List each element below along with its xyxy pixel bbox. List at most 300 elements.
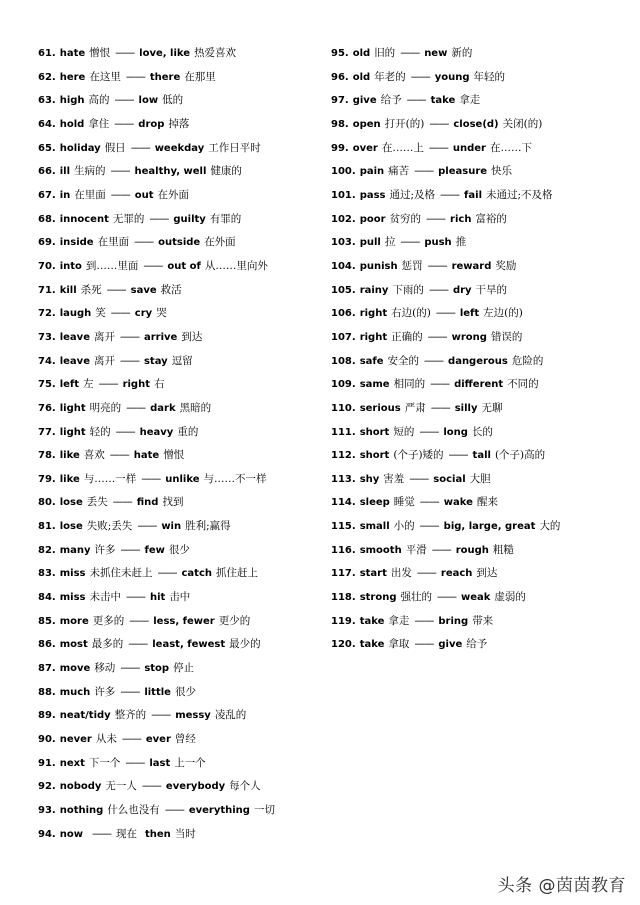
entry-number: 90.: [38, 734, 56, 746]
list-item: [38, 752, 328, 776]
dash-separator: ——: [400, 47, 420, 59]
english-word: here: [59, 71, 86, 83]
chinese-meaning: 睡觉: [393, 496, 415, 509]
entry-number: 78.: [38, 450, 56, 462]
english-word: more: [59, 615, 89, 627]
antonym-word: hate: [133, 450, 160, 462]
english-word: pass: [359, 189, 386, 201]
list-item: [38, 279, 328, 303]
english-word: kill: [59, 284, 77, 296]
antonym-word: guilty: [173, 213, 206, 225]
antonym-word: few: [144, 544, 165, 556]
antonym-meaning: 很少: [168, 543, 190, 556]
entry-number: 67.: [38, 189, 56, 201]
list-item: [38, 728, 328, 752]
antonym-word: left: [459, 308, 480, 320]
antonym-meaning: 每个人: [229, 780, 261, 793]
english-word: short: [359, 450, 390, 462]
antonym-meaning: 最少的: [229, 638, 261, 651]
list-item: [38, 704, 328, 728]
antonym-word: reward: [451, 260, 492, 272]
list-item: [331, 610, 631, 634]
antonym-word: drop: [138, 118, 165, 130]
dash-separator: ——: [120, 662, 140, 675]
chinese-meaning: 明亮的: [89, 401, 122, 414]
chinese-meaning: 笑: [95, 307, 106, 320]
list-item: [38, 113, 328, 137]
list-item: [331, 633, 631, 657]
entry-number: 74.: [38, 355, 56, 367]
antonym-word: less, fewer: [153, 615, 215, 627]
entry-number: 77.: [38, 426, 56, 438]
list-item: [38, 421, 328, 445]
left-column: [38, 42, 328, 846]
antonym-meaning: 拿走: [459, 94, 481, 107]
dash-separator: ——: [120, 685, 140, 698]
antonym-word: outside: [158, 237, 201, 249]
entry-number: 108.: [331, 355, 356, 367]
dash-separator: ——: [435, 307, 455, 320]
entry-number: 97.: [331, 95, 349, 107]
antonym-meaning: 热爱喜欢: [194, 47, 237, 59]
english-word: inside: [59, 237, 94, 249]
list-item: [331, 397, 631, 421]
antonym-word: cry: [134, 308, 153, 320]
dash-separator: ——: [400, 236, 420, 249]
english-word: lose: [59, 521, 83, 533]
list-item: [331, 468, 631, 492]
dash-separator: ——: [406, 94, 426, 107]
antonym-word: bring: [438, 615, 469, 627]
list-item: [331, 66, 631, 90]
antonym-meaning: 逗留: [171, 354, 193, 367]
antonym-meaning: 掉落: [168, 117, 190, 130]
chinese-meaning: 在……上: [381, 141, 424, 154]
antonym-meaning: 右: [153, 378, 165, 391]
antonym-word: stay: [143, 355, 168, 367]
english-word: open: [352, 118, 381, 130]
dash-separator: ——: [119, 354, 139, 367]
antonym-meaning: 上一个: [174, 756, 206, 769]
list-item: [38, 515, 328, 539]
entry-number: 62.: [38, 71, 56, 83]
list-item: [331, 231, 631, 255]
english-word: take: [359, 615, 385, 627]
entry-number: 109.: [331, 379, 356, 391]
list-item: [331, 208, 631, 232]
english-word: small: [359, 521, 390, 533]
antonym-meaning: 停止: [173, 662, 195, 675]
english-word: miss: [59, 568, 86, 580]
english-word: pull: [359, 237, 381, 249]
antonym-word: arrive: [143, 331, 178, 343]
list-item: [38, 208, 328, 232]
english-word: into: [59, 260, 82, 272]
entry-number: 104.: [331, 260, 356, 272]
antonym-meaning: 凌乱的: [214, 709, 247, 722]
dash-separator: ——: [130, 141, 150, 154]
antonym-word: weak: [461, 592, 491, 604]
list-item: [331, 113, 631, 137]
chinese-meaning: 在里面: [74, 188, 106, 201]
chinese-meaning: 拿走: [388, 614, 410, 627]
entry-number: 119.: [331, 615, 356, 627]
dash-separator: ——: [121, 733, 141, 746]
list-item: [331, 255, 631, 279]
antonym-meaning: 工作日平时: [208, 141, 261, 154]
english-word: laugh: [59, 308, 92, 320]
antonym-word: give: [438, 639, 463, 651]
antonym-word: low: [138, 95, 159, 107]
list-item: [331, 421, 631, 445]
list-item: [38, 775, 328, 799]
entry-number: 79.: [38, 473, 56, 485]
dash-separator: ——: [428, 283, 448, 296]
dash-separator: ——: [429, 117, 449, 130]
antonym-meaning: 到达: [181, 330, 203, 343]
antonym-word: out: [134, 189, 154, 201]
list-item: [38, 799, 328, 823]
dash-separator: ——: [414, 165, 434, 178]
antonym-word: least, fewest: [152, 639, 226, 651]
entry-number: 66.: [38, 166, 56, 178]
entry-number: 95.: [331, 48, 349, 59]
antonym-meaning: 低的: [162, 94, 184, 107]
antonym-word: social: [433, 473, 466, 485]
english-word: high: [59, 95, 85, 107]
antonym-word: stop: [144, 663, 170, 675]
chinese-meaning: 到……里面: [85, 259, 139, 272]
chinese-meaning: 高的: [88, 94, 110, 107]
dash-separator: ——: [115, 47, 135, 59]
english-word: most: [59, 639, 88, 651]
english-word: short: [359, 426, 390, 438]
chinese-meaning: 严肃: [404, 401, 426, 414]
english-word: sleep: [359, 497, 390, 509]
english-word: light: [59, 426, 86, 438]
antonym-meaning: 新的: [451, 47, 473, 59]
list-item: [38, 586, 328, 610]
chinese-meaning: 假日: [104, 141, 126, 154]
antonym-meaning: 带来: [472, 614, 494, 627]
antonym-meaning: 从……里向外: [204, 259, 268, 272]
antonym-meaning: 快乐: [491, 165, 513, 178]
dash-separator: ——: [414, 614, 434, 627]
entry-number: 101.: [331, 189, 356, 201]
entry-number: 70.: [38, 260, 56, 272]
list-item: [38, 468, 328, 492]
dash-separator: ——: [91, 827, 111, 840]
dash-separator: ——: [164, 804, 184, 816]
entry-number: 100.: [331, 166, 356, 178]
entry-number: 113.: [331, 473, 356, 485]
antonym-meaning: 在外面: [157, 188, 190, 201]
antonym-meaning: 找到: [162, 496, 184, 509]
chinese-meaning: (个子)矮的: [393, 449, 444, 462]
english-word: nobody: [59, 781, 102, 793]
antonym-meaning: 憎恨: [163, 449, 185, 462]
english-word: many: [59, 544, 91, 556]
antonym-meaning: 年轻的: [473, 70, 505, 83]
chinese-meaning: 右边(的): [391, 307, 431, 320]
dash-separator: ——: [115, 425, 135, 438]
chinese-meaning: 许多: [94, 543, 116, 556]
english-word: light: [59, 402, 86, 414]
watermark: 头条 @茵茵教育: [497, 876, 626, 896]
english-word: lose: [59, 497, 83, 509]
english-word: take: [359, 639, 385, 651]
antonym-meaning: 奖励: [495, 259, 517, 272]
english-word: smooth: [359, 544, 402, 556]
dash-separator: ——: [410, 70, 430, 83]
entry-number: 61.: [38, 48, 56, 59]
english-word: safe: [359, 355, 384, 367]
antonym-word: save: [130, 284, 157, 296]
entry-number: 69.: [38, 237, 56, 249]
chinese-meaning: 离开: [93, 330, 115, 343]
entry-number: 120.: [331, 639, 356, 651]
entry-number: 76.: [38, 402, 56, 414]
list-item: [38, 610, 328, 634]
chinese-meaning: 在里面: [97, 236, 130, 249]
antonym-meaning: 醒来: [476, 496, 498, 509]
list-item: [38, 562, 328, 586]
entry-number: 85.: [38, 615, 56, 627]
antonym-meaning: 给予: [466, 638, 488, 651]
chinese-meaning: 喜欢: [83, 449, 105, 462]
list-item: [331, 539, 631, 563]
list-item: [38, 255, 328, 279]
english-word: like: [59, 473, 80, 485]
list-item: [331, 444, 631, 468]
entry-number: 99.: [331, 142, 349, 154]
list-item: [38, 491, 328, 515]
antonym-meaning: (个子)高的: [494, 449, 546, 462]
antonym-meaning: 不同的: [507, 378, 539, 391]
chinese-meaning: 生病的: [74, 165, 106, 178]
english-word: miss: [59, 592, 86, 604]
english-word: left: [59, 379, 80, 391]
list-item: [38, 444, 328, 468]
english-word: rainy: [359, 284, 389, 296]
antonym-meaning: 粗糙: [492, 543, 514, 556]
antonym-word: big, large, great: [443, 521, 536, 533]
list-item: [38, 539, 328, 563]
antonym-meaning: 到达: [476, 567, 498, 580]
chinese-meaning: 给予: [380, 94, 402, 107]
antonym-meaning: 在外面: [204, 236, 236, 249]
list-item: [38, 373, 328, 397]
chinese-meaning: 杀死: [80, 283, 102, 296]
entry-number: 115.: [331, 521, 356, 533]
list-item: [38, 823, 328, 847]
entry-number: 88.: [38, 686, 56, 698]
antonym-word: find: [136, 497, 159, 509]
chinese-meaning: 拿取: [388, 638, 410, 651]
chinese-meaning: 惩罚: [401, 259, 423, 272]
english-word: next: [59, 757, 85, 769]
english-word: right: [359, 308, 388, 320]
entry-number: 65.: [38, 142, 56, 154]
dash-separator: ——: [409, 472, 429, 485]
antonym-meaning: 在那里: [184, 70, 216, 83]
antonym-meaning: 与……不一样: [203, 472, 267, 485]
dash-separator: ——: [419, 520, 439, 533]
entry-number: 110.: [331, 402, 356, 414]
antonym-word: long: [443, 426, 468, 438]
antonym-word: new: [424, 48, 448, 59]
antonym-word: little: [144, 686, 171, 698]
antonym-word: last: [149, 757, 171, 769]
english-word: right: [359, 331, 388, 343]
dash-separator: ——: [440, 188, 460, 201]
entry-number: 63.: [38, 95, 56, 107]
antonym-word: fail: [464, 189, 483, 201]
antonym-word: tall: [472, 450, 491, 462]
list-item: [38, 657, 328, 681]
dash-separator: ——: [448, 449, 468, 462]
dash-separator: ——: [134, 236, 154, 249]
antonym-meaning: 无聊: [481, 401, 503, 414]
chinese-meaning: 正确的: [391, 330, 423, 343]
dash-separator: ——: [98, 378, 118, 391]
english-word: move: [59, 663, 91, 675]
dash-separator: ——: [125, 756, 145, 769]
antonym-word: messy: [175, 710, 211, 722]
list-item: [38, 184, 328, 208]
list-item: [331, 326, 631, 350]
english-word: in: [59, 189, 71, 201]
list-item: [331, 89, 631, 113]
entry-number: 92.: [38, 781, 56, 793]
dash-separator: ——: [430, 401, 450, 414]
entry-number: 81.: [38, 521, 56, 533]
english-word: same: [359, 379, 390, 391]
chinese-meaning: 强壮的: [400, 591, 432, 604]
list-item: [331, 137, 631, 161]
chinese-meaning: 移动: [94, 662, 116, 675]
english-word: ill: [59, 166, 71, 178]
list-item: [38, 89, 328, 113]
antonym-meaning: 胜利;赢得: [185, 520, 231, 533]
dash-separator: ——: [110, 307, 130, 320]
entry-number: 84.: [38, 592, 56, 604]
antonym-meaning: 富裕的: [475, 212, 507, 225]
english-word: hate: [59, 48, 86, 59]
entry-number: 71.: [38, 284, 56, 296]
english-word: innocent: [59, 213, 109, 225]
dash-separator: ——: [426, 212, 446, 225]
dash-separator: ——: [430, 378, 450, 391]
dash-separator: ——: [120, 543, 140, 556]
chinese-meaning: 痛苦: [388, 165, 410, 178]
english-word: much: [59, 686, 91, 698]
antonym-meaning: 救活: [160, 283, 182, 296]
dash-separator: ——: [128, 638, 148, 651]
list-item: [331, 42, 631, 66]
chinese-meaning: 安全的: [387, 354, 420, 367]
entry-number: 94.: [38, 828, 56, 840]
dash-separator: ——: [129, 614, 149, 627]
entry-number: 72.: [38, 308, 56, 320]
entry-number: 73.: [38, 331, 56, 343]
entry-number: 117.: [331, 568, 356, 580]
chinese-meaning: 旧的: [374, 47, 396, 59]
dash-separator: ——: [428, 141, 448, 154]
dash-separator: ——: [114, 117, 134, 130]
extra-word: then: [144, 828, 171, 840]
english-word: old: [352, 71, 371, 83]
chinese-meaning: 出发: [390, 567, 412, 580]
antonym-meaning: 干旱的: [475, 283, 508, 296]
antonym-word: under: [452, 142, 486, 154]
list-item: [38, 66, 328, 90]
antonym-word: dry: [452, 284, 472, 296]
chinese-meaning: 拉: [384, 236, 396, 249]
chinese-meaning: 更多的: [92, 614, 125, 627]
list-item: [38, 302, 328, 326]
entry-number: 89.: [38, 710, 56, 722]
antonym-meaning: 虚弱的: [494, 591, 526, 604]
entry-number: 91.: [38, 757, 56, 769]
english-word: over: [352, 142, 378, 154]
chinese-meaning: 通过;及格: [389, 188, 436, 201]
dash-separator: ——: [109, 449, 129, 462]
antonym-meaning: 长的: [471, 425, 493, 438]
dash-separator: ——: [157, 567, 177, 580]
english-word: shy: [359, 473, 380, 485]
dash-separator: ——: [424, 354, 444, 367]
list-item: [331, 562, 631, 586]
chinese-meaning: 与……一样: [83, 472, 137, 485]
dash-separator: ——: [419, 425, 439, 438]
entry-number: 102.: [331, 213, 356, 225]
antonym-word: reach: [440, 568, 473, 580]
dash-separator: ——: [431, 543, 451, 556]
antonym-meaning: 曾经: [174, 733, 196, 746]
chinese-meaning: 整齐的: [114, 709, 147, 722]
antonym-word: hit: [149, 592, 166, 604]
entry-number: 103.: [331, 237, 356, 249]
english-word: leave: [59, 355, 90, 367]
english-word: old: [352, 48, 371, 59]
list-item: [38, 160, 328, 184]
antonym-meaning: 有罪的: [209, 212, 242, 225]
antonym-meaning: 大的: [539, 520, 561, 533]
chinese-meaning: 什么也没有: [107, 804, 160, 816]
antonym-word: young: [434, 71, 470, 83]
dash-separator: ——: [114, 94, 134, 107]
dash-separator: ——: [149, 212, 169, 225]
dash-separator: ——: [126, 401, 146, 414]
entry-number: 105.: [331, 284, 356, 296]
list-item: [331, 160, 631, 184]
dash-separator: ——: [141, 780, 161, 793]
english-word: hold: [59, 118, 85, 130]
chinese-meaning: 年老的: [374, 70, 406, 83]
antonym-word: wrong: [451, 331, 487, 343]
entry-number: 116.: [331, 544, 356, 556]
entry-number: 111.: [331, 426, 356, 438]
antonym-meaning: 哭: [156, 307, 167, 320]
chinese-meaning: 丢失: [86, 496, 108, 509]
antonym-meaning: 错误的: [490, 330, 523, 343]
list-item: [38, 326, 328, 350]
english-word: holiday: [59, 142, 101, 154]
dash-separator: ——: [143, 259, 163, 272]
entry-number: 98.: [331, 118, 349, 130]
antonym-meaning: 关闭(的): [502, 117, 543, 130]
